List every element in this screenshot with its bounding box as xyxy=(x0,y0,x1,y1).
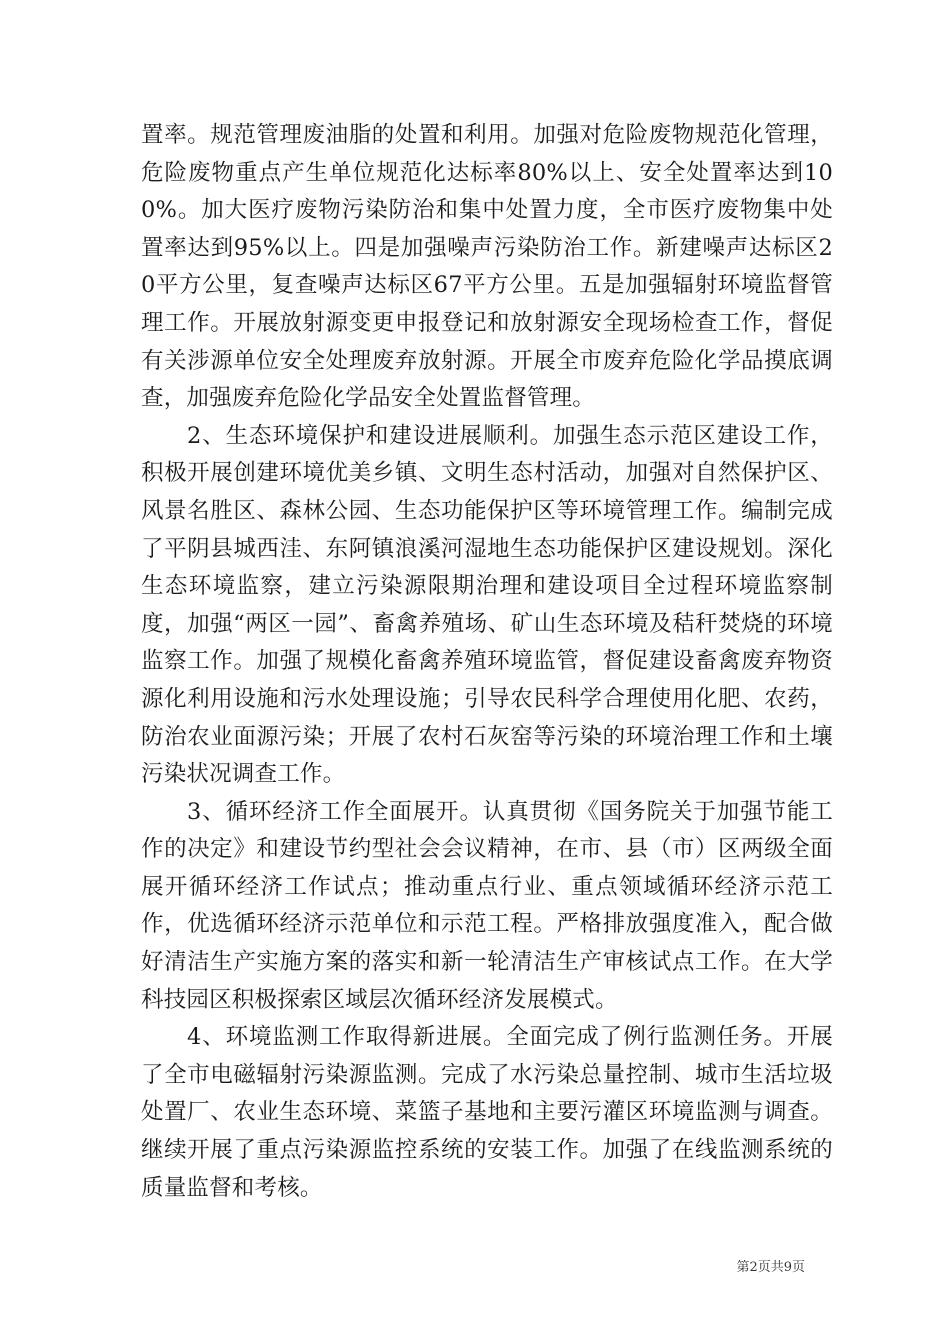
page-number: 第2页共9页 xyxy=(736,1260,805,1275)
paragraph-circular-economy: 3、循环经济工作全面展开。认真贯彻《国务院关于加强节能工作的决定》和建设节约型社会会议精神，在市、县（市）区两级全面展开循环经济工作试点；推动重点行业、重点领域循环经济示范工作，优选循环经济示范单位和示范工程。严格排放强度准入，配合做好清洁生产实施方案的落实和新一轮清洁生产审核试点工作。在大学科技园区积极探索区域层次循环经济发展模式。 xyxy=(141,798,833,1013)
document-body xyxy=(141,117,833,1207)
paragraph-ecology: 2、生态环境保护和建设进展顺利。加强生态示范区建设工作，积极开展创建环境优美乡镇、文明生态村活动，加强对自然保护区、风景名胜区、森林公园、生态功能保护区等环境管理工作。编制完成了平阴县城西洼、东阿镇浪溪河湿地生态功能保护区建设规划。深化生态环境监察，建立污染源限期治理和建设项目全过程环境监察制度，加强“两区一园”、畜禽养殖场、矿山生态环境及秸秆焚烧的环境监察工作。加强了规模化畜禽养殖环境监管，督促建设畜禽废弃物资源化利用设施和污水处理设施；引导农民科学合理使用化肥、农药，防治农业面源污染；开展了农村石灰窑等污染的环境治理工作和土壤污染状况调查工作。 xyxy=(141,422,833,788)
paragraph-continued: 置率。规范管理废油脂的处置和利用。加强对危险废物规范化管理，危险废物重点产生单位规范化达标率80%以上、安全处置率达到100%。加大医疗废物污染防治和集中处置力度，全市医疗废物集中处置率达到95%以上。四是加强噪声污染防治工作。新建噪声达标区20平方公里，复查噪声达标区67平方公里。五是加强辐射环境监督管理工作。开展放射源变更申报登记和放射源安全现场检查工作，督促有关涉源单位安全处理废弃放射源。开展全市废弃危险化学品摸底调查，加强废弃危险化学品安全处置监督管理。 xyxy=(141,122,833,412)
paragraph-monitoring: 4、环境监测工作取得新进展。全面完成了例行监测任务。开展了全市电磁辐射污染源监测。完成了水污染总量控制、城市生活垃圾处置厂、农业生态环境、菜篮子基地和主要污灌区环境监测与调查。继续开展了重点污染源监控系统的安装工作。加强了在线监测系统的质量监督和考核。 xyxy=(141,1024,833,1201)
